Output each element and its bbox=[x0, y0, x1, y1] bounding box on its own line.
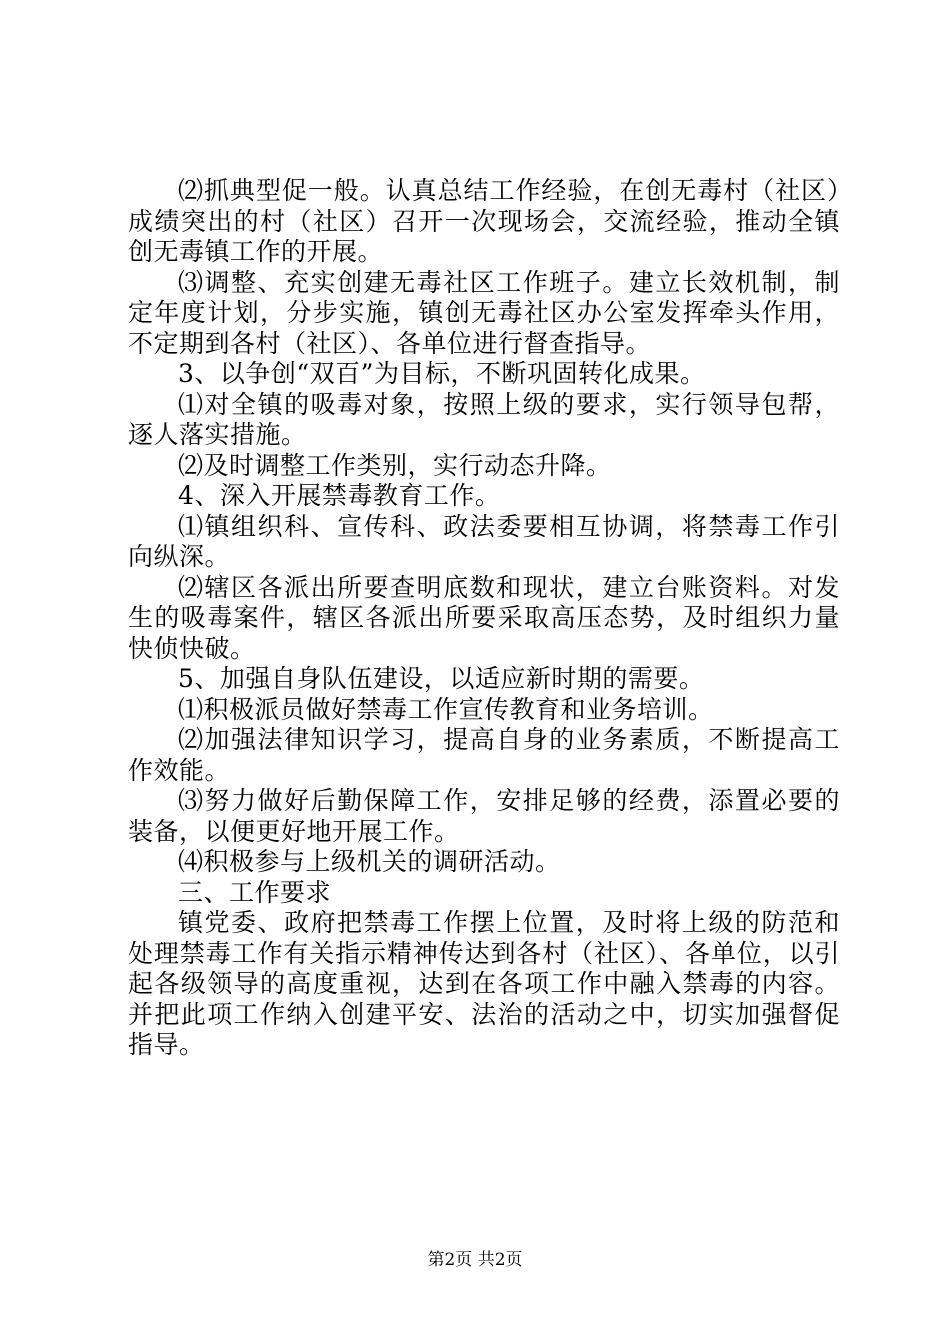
paragraph: ⑵抓典型促一般。认真总结工作经验，在创无毒村（社区）成绩突出的村（社区）召开一次现场会，交流经验，推动全镇创无毒镇工作的开展。 bbox=[128, 176, 840, 266]
paragraph: ⑶努力做好后勤保障工作，安排足够的经费，添置必要的装备，以便更好地开展工作。 bbox=[128, 786, 840, 846]
paragraph: ⑷积极参与上级机关的调研活动。 bbox=[178, 847, 561, 876]
page-number-footer: 第2页 共2页 bbox=[427, 1250, 523, 1270]
paragraph: ⑵及时调整工作类别，实行动态升降。 bbox=[178, 450, 612, 480]
paragraph: ⑴镇组织科、宣传科、政法委要相互协调，将禁毒工作引向纵深。 bbox=[128, 511, 840, 571]
paragraph: ⑵辖区各派出所要查明底数和现状，建立台账资料。对发生的吸毒案件，辖区各派出所要采取高压态势，及时组织力量快侦快破。 bbox=[128, 572, 840, 663]
paragraph: 4、深入开展禁毒教育工作。 bbox=[178, 481, 501, 510]
paragraph: ⑵加强法律知识学习，提高自身的业务素质，不断提高工作效能。 bbox=[128, 725, 840, 785]
document-body bbox=[128, 176, 840, 1061]
paragraph: 镇党委、政府把禁毒工作摆上位置，及时将上级的防范和处理禁毒工作有关指示精神传达到各村（社区）、各单位，以引起各级领导的高度重视，达到在各项工作中融入禁毒的内容。并把此项工作纳入创建平安、法治的活动之中，切实加强督促指导。 bbox=[128, 908, 840, 1059]
paragraph: ⑴对全镇的吸毒对象，按照上级的要求，实行领导包帮，逐人落实措施。 bbox=[128, 389, 840, 449]
paragraph: ⑴积极派员做好禁毒工作宣传教育和业务培训。 bbox=[178, 694, 714, 724]
paragraph: 5、加强自身队伍建设，以适应新时期的需要。 bbox=[178, 664, 705, 693]
section-heading: 三、工作要求 bbox=[178, 877, 332, 907]
paragraph: 3、以争创“双百”为目标，不断巩固转化成果。 bbox=[178, 359, 706, 388]
paragraph: ⑶调整、充实创建无毒社区工作班子。建立长效机制，制定年度计划，分步实施，镇创无毒社区办公室发挥牵头作用，不定期到各村（社区）、各单位进行督查指导。 bbox=[128, 267, 840, 358]
